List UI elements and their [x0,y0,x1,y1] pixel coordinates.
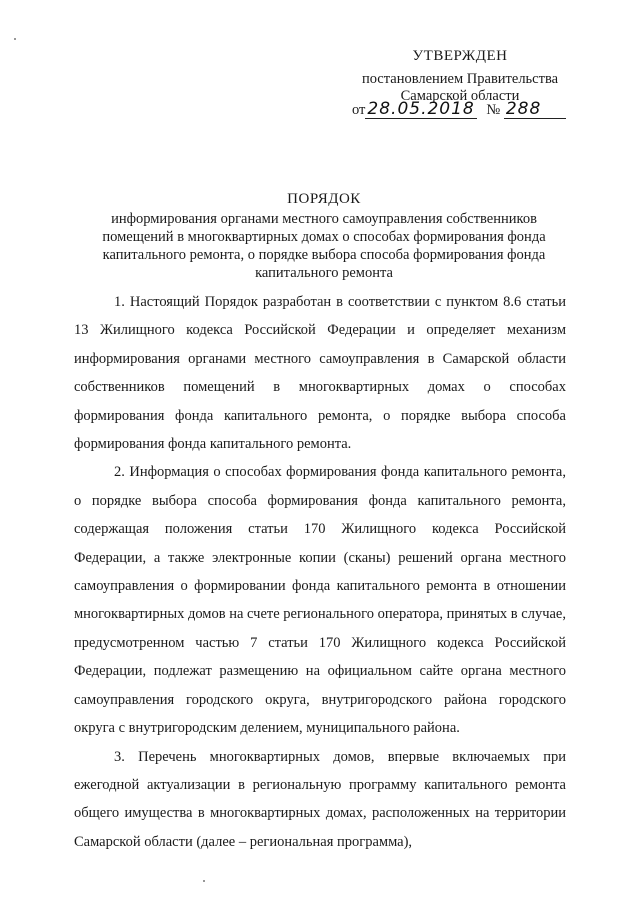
approval-block [340,48,580,105]
approval-date-line [352,101,566,119]
document-body [74,288,566,856]
date-prefix: от [352,102,366,118]
number-label: № [486,102,501,118]
approval-line-2: Самарской области [400,88,520,104]
scan-speck [203,880,205,882]
handwritten-number: 288 [505,99,542,119]
title-heading: ПОРЯДОК [287,191,361,207]
handwritten-date: 28.05.2018 [367,99,475,119]
paragraph-3: 3. Перечень многоквартирных домов, впервые включаемых при ежегодной актуализации в региональную программу капитального ремонта общего имущества в многоквартирных домах, расположенных на территории Самарской области (далее – региональная программа), [74,748,566,850]
paragraph-2: 2. Информация о способах формирования фонда капитального ремонта, о порядке выбора способа формирования фонда капитального ремонта, содержащая положения статьи 170 Жилищного кодекса Российской Федерации, а также электронные копии (сканы) решений органа местного самоуправления о формировании фонда капитального ремонта в отношении многоквартирных домов на счете регионального оператора, принятых в случае, предусмотренном частью 7 статьи 170 Жилищного кодекса Российской Федерации, подлежат размещению на официальном сайте органа местного самоуправления городского округа, внутригородского района городского округа с внутригородским делением, муниципального района. [74,464,566,737]
scan-speck [14,38,16,40]
paragraph-1: 1. Настоящий Порядок разработан в соответствии с пунктом 8.6 статьи 13 Жилищного кодекса Российской Федерации и определяет механизм информирования органами местного самоуправления в Самарской области собственников помещений в многоквартирных домах о способах формирования фонда капитального ремонта, о порядке выбора способа формирования фонда капитального ремонта. [74,294,566,453]
title-subtitle: информирования органами местного самоуправления собственников помещений в многоквартирных домах о способах формирования фонда капитального ремонта, о порядке выбора способа формирования фонда капитального ремонта [102,211,546,281]
approval-line-1: постановлением Правительства [361,71,559,87]
approved-heading: УТВЕРЖДЕН [412,48,508,64]
document-title [84,190,564,282]
